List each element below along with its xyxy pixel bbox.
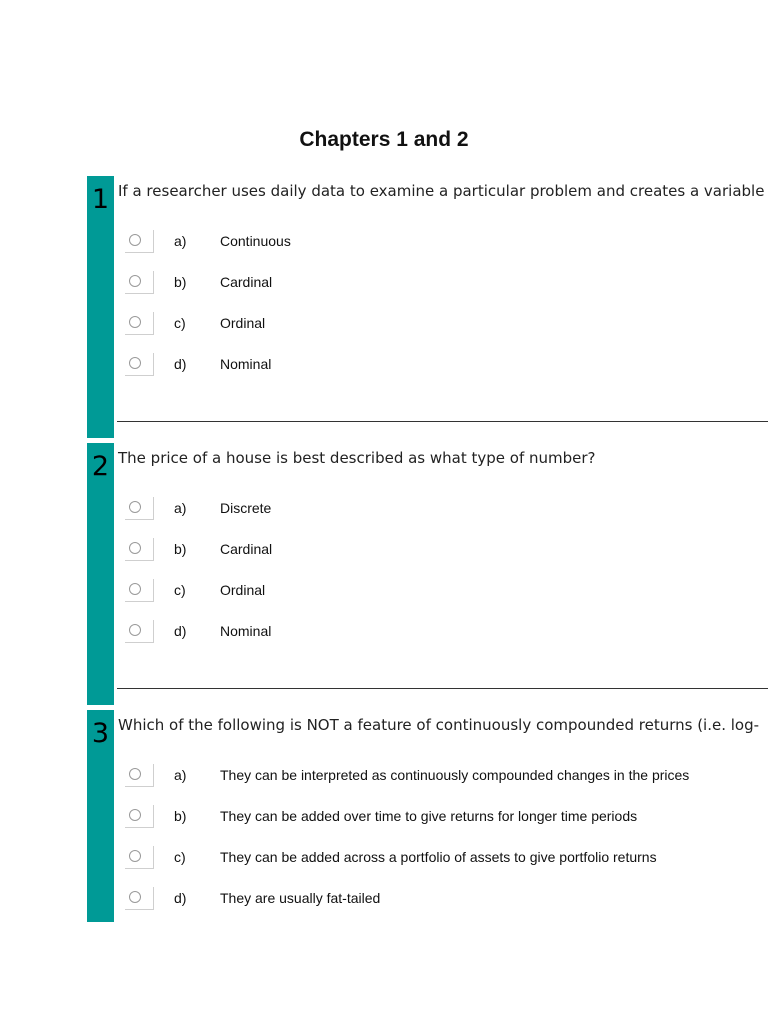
radio-button[interactable] <box>129 583 141 595</box>
option-letter: c) <box>174 315 186 331</box>
option-d[interactable] <box>125 353 765 394</box>
option-text: They are usually fat-tailed <box>220 890 381 906</box>
radio-button[interactable] <box>129 809 141 821</box>
option-a[interactable] <box>125 497 765 538</box>
option-text: They can be added across a portfolio of assets to give portfolio returns <box>220 849 657 865</box>
question-number-bar <box>87 443 114 705</box>
radio-button[interactable] <box>129 850 141 862</box>
question-text: The price of a house is best described as what type of number? <box>118 449 596 467</box>
option-text: Discrete <box>220 500 272 516</box>
radio-button[interactable] <box>129 624 141 636</box>
option-d[interactable] <box>125 887 765 928</box>
option-text: They can be interpreted as continuously compounded changes in the prices <box>220 767 690 783</box>
question-number: 3 <box>91 718 110 749</box>
option-list <box>125 230 765 394</box>
question-2 <box>87 443 768 705</box>
option-a[interactable] <box>125 764 765 805</box>
option-letter: b) <box>174 541 187 557</box>
question-number: 1 <box>91 184 110 215</box>
option-letter: a) <box>174 233 187 249</box>
question-3 <box>87 710 768 922</box>
option-text: Continuous <box>220 233 291 249</box>
option-b[interactable] <box>125 271 765 312</box>
option-letter: b) <box>174 808 187 824</box>
option-c[interactable] <box>125 579 765 620</box>
radio-button[interactable] <box>129 501 141 513</box>
radio-button[interactable] <box>129 234 141 246</box>
option-letter: d) <box>174 356 187 372</box>
option-text: Ordinal <box>220 582 266 598</box>
radio-button[interactable] <box>129 891 141 903</box>
option-letter: d) <box>174 890 187 906</box>
option-letter: a) <box>174 500 187 516</box>
option-text: They can be added over time to give returns for longer time periods <box>220 808 638 824</box>
option-letter: b) <box>174 274 187 290</box>
option-letter: c) <box>174 849 186 865</box>
option-letter: c) <box>174 582 186 598</box>
question-text: If a researcher uses daily data to examine a particular problem and creates a variable <box>118 182 765 200</box>
option-b[interactable] <box>125 805 765 846</box>
option-list <box>125 497 765 661</box>
option-a[interactable] <box>125 230 765 271</box>
option-b[interactable] <box>125 538 765 579</box>
question-number-bar <box>87 176 114 438</box>
radio-button[interactable] <box>129 542 141 554</box>
radio-button[interactable] <box>129 275 141 287</box>
option-text: Cardinal <box>220 541 273 557</box>
radio-button[interactable] <box>129 357 141 369</box>
radio-button[interactable] <box>129 768 141 780</box>
option-text: Nominal <box>220 356 272 372</box>
question-divider <box>117 688 768 689</box>
page-title: Chapters 1 and 2 <box>299 128 469 151</box>
radio-button[interactable] <box>129 316 141 328</box>
option-text: Cardinal <box>220 274 273 290</box>
question-text: Which of the following is NOT a feature of continuously compounded returns (i.e. log- <box>118 716 760 734</box>
option-c[interactable] <box>125 312 765 353</box>
option-text: Ordinal <box>220 315 266 331</box>
question-number: 2 <box>91 451 110 482</box>
option-letter: a) <box>174 767 187 783</box>
option-list <box>125 764 765 928</box>
question-1 <box>87 176 768 438</box>
option-d[interactable] <box>125 620 765 661</box>
option-c[interactable] <box>125 846 765 887</box>
option-letter: d) <box>174 623 187 639</box>
option-text: Nominal <box>220 623 272 639</box>
question-divider <box>117 421 768 422</box>
